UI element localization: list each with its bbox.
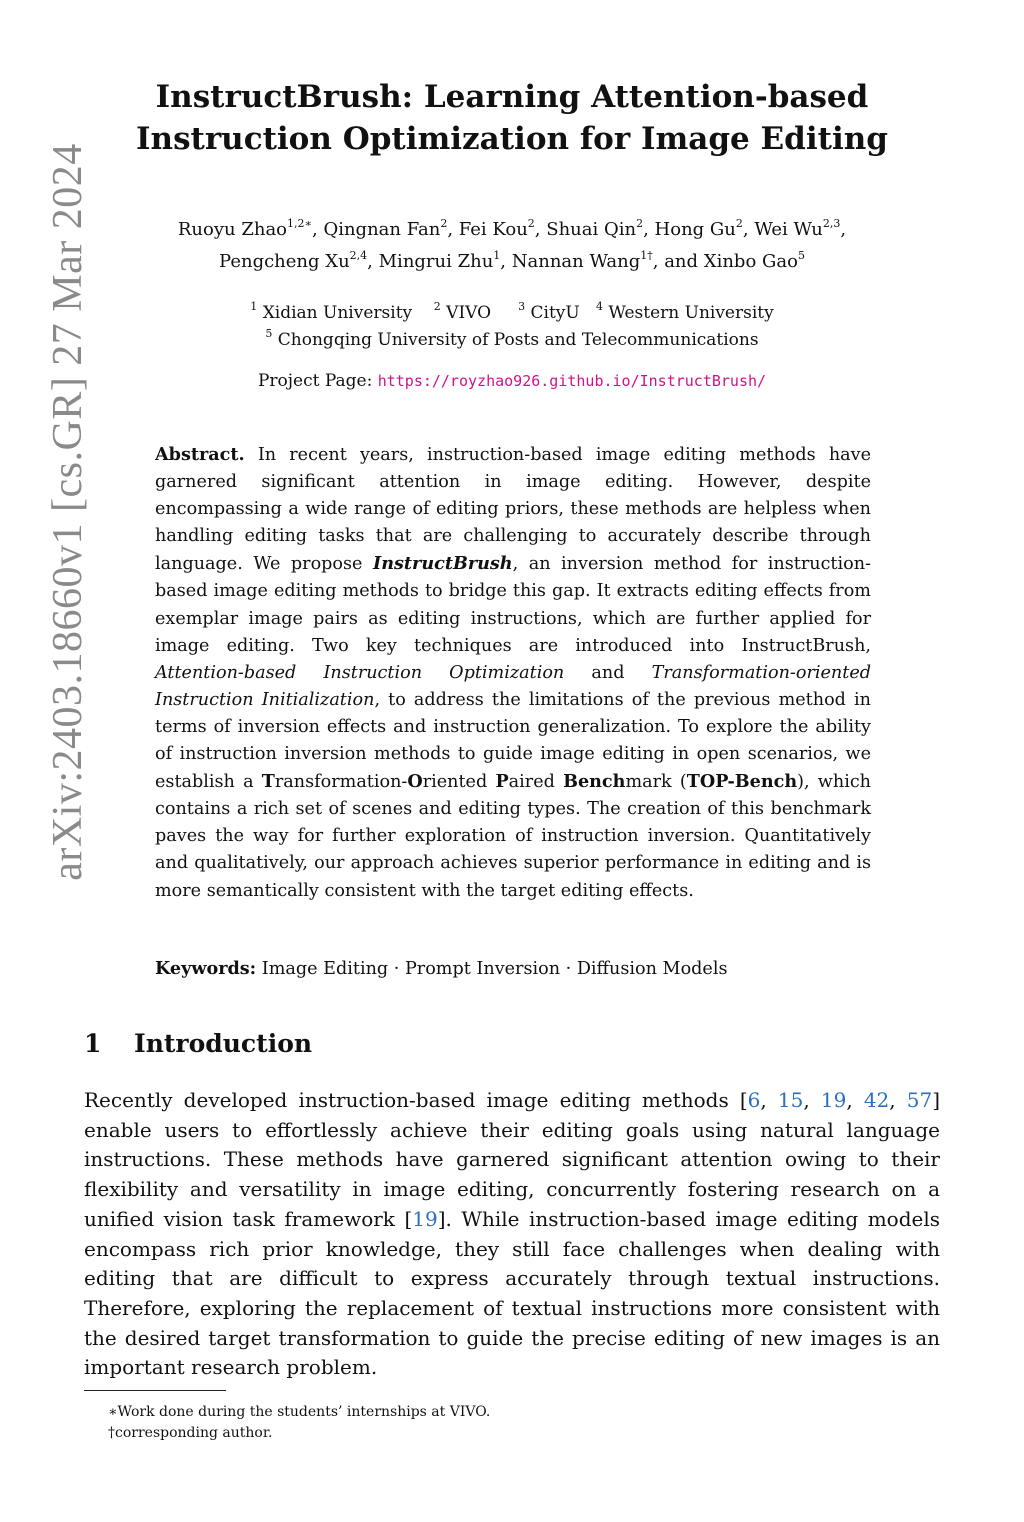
author-name: and Xinbo Gao — [664, 251, 798, 272]
author-affil-marker: 5 — [797, 249, 805, 262]
author-name: Mingrui Zhu — [378, 251, 494, 272]
author-line-2 — [90, 246, 934, 278]
arxiv-identifier: arXiv:2403.18660v1 [cs.GR] 27 Mar 2024 — [45, 143, 91, 881]
project-page-label: Project Page: — [257, 371, 373, 391]
author-name: Pengcheng Xu — [219, 251, 350, 272]
abstract-text: and — [591, 662, 625, 683]
keywords — [155, 955, 871, 983]
affiliation: Western University — [608, 303, 774, 323]
citation-link[interactable]: 19 — [820, 1088, 847, 1112]
author-affil-marker: 2,4 — [349, 249, 368, 262]
project-page-link[interactable]: https://royzhao926.github.io/InstructBrush/ — [377, 372, 767, 390]
author-affil-marker: 2 — [440, 217, 448, 230]
intro-text: ] enable users to effortlessly achieve their editing goals using natural language instructions. These methods have garnered significant attention owing to their flexibility and versatility in image editing, concurrently fostering research on a unified vision task framework [ — [84, 1088, 941, 1231]
footnote-corresponding: †corresponding author. — [108, 1425, 273, 1441]
method-name: InstructBrush — [373, 553, 513, 575]
abstract-text: , to address the limitations of the previous method in terms of inversion effects and instruction generalization. To explore the ability of instruction inversion methods to guide image editing in open scenarios, we establish a — [155, 689, 871, 793]
author-affil-marker: 2 — [636, 217, 644, 230]
affiliation: CityU — [530, 303, 580, 323]
keywords-text: Image Editing · Prompt Inversion · Diffusion Models — [261, 959, 728, 979]
benchmark-paren: ( — [679, 772, 687, 793]
abstract-label: Abstract. — [155, 444, 245, 465]
author-affil-marker: 2,3 — [822, 217, 841, 230]
affiliations — [90, 300, 934, 354]
footnotes — [108, 1402, 490, 1444]
benchmark-paren: ) — [797, 772, 805, 793]
author-separator: , — [312, 219, 324, 240]
introduction-paragraph: Recently developed instruction-based image editing methods [6, 15, 19, 42, 57] enable users to effortlessly achieve their editing goals using natural language instructions. These methods have garnered significant attention owing to their flexibility and versatility in image editing, concurrently fostering research on a unified vision task framework [19]. While instruction-based image editing models encompass rich prior knowledge, they still face challenges when dealing with editing that are difficult to express accurately through textual instructions. Therefore, exploring the replacement of textual instructions more consistent with the desired target transformation to guide the precise editing of new images is an important research problem. — [84, 1088, 941, 1380]
affil-number: 3 — [518, 300, 526, 313]
affiliation: Xidian University — [262, 303, 413, 323]
section-heading — [84, 1024, 312, 1064]
abstract-text: , an inversion method for instruction-based image editing methods to bridge this gap. It extracts editing effects from exemplar image pairs as editing instructions, which are further applied for image editing. Two key techniques are introduced into InstructBrush, — [155, 554, 871, 656]
paper-title — [100, 76, 924, 160]
benchmark-letter: T — [261, 771, 275, 793]
technique-name: Attention-based Instruction Optimization — [155, 662, 565, 683]
keywords-label: Keywords: — [155, 958, 257, 979]
benchmark-abbreviation: TOP-Bench — [686, 771, 798, 793]
author-affil-marker: 1,2∗ — [287, 217, 312, 230]
affiliation: VIVO — [446, 303, 492, 323]
author-affil-marker: 1† — [640, 249, 653, 262]
author-affil-marker: 1 — [493, 249, 501, 262]
affiliation-line-2 — [90, 327, 934, 354]
author-separator: , — [652, 251, 665, 272]
title-line-1: InstructBrush: Learning Attention-based — [155, 79, 869, 115]
footnote-rule — [84, 1390, 226, 1391]
affil-number: 4 — [595, 300, 603, 313]
author-list — [90, 214, 934, 278]
author-name: Shuai Qin — [546, 219, 637, 240]
abstract-text: , which contains a rich set of scenes and editing types. The creation of this benchmark paves the way for further exploration of instruction inversion. Quantitatively and qualitatively, our approach achieves superior performance in editing and is more semantically consistent with the target editing effects. — [155, 772, 872, 901]
author-name: Nannan Wang — [511, 251, 641, 272]
author-separator: , — [742, 219, 755, 240]
author-name: Wei Wu — [754, 219, 823, 240]
citation-link[interactable]: 42 — [863, 1088, 890, 1112]
author-name: Hong Gu — [654, 219, 736, 240]
author-affil-marker: 2 — [527, 217, 535, 230]
affiliation-line-1 — [90, 300, 934, 327]
benchmark-word: riented — [422, 772, 496, 793]
benchmark-letter: P — [495, 771, 509, 793]
affil-number: 1 — [250, 300, 258, 313]
benchmark-letter: O — [407, 771, 423, 793]
technique-name: Transformation-oriented Instruction Initialization — [155, 662, 871, 710]
affil-number: 5 — [265, 327, 273, 340]
author-line-1 — [90, 214, 934, 246]
footnote-internship: ∗Work done during the students’ internships at VIVO. — [108, 1404, 491, 1420]
abstract — [155, 441, 871, 905]
section-title: Introduction — [134, 1029, 313, 1058]
citation-link[interactable]: 6 — [747, 1088, 761, 1112]
citation-link[interactable]: 19 — [412, 1206, 438, 1231]
benchmark-word: aired — [508, 772, 564, 793]
project-page-line — [90, 368, 934, 394]
title-line-2: Instruction Optimization for Image Editing — [136, 121, 888, 157]
intro-text: Recently developed instruction-based image editing methods [ — [84, 1088, 748, 1112]
citation-link[interactable]: 57 — [906, 1088, 933, 1112]
affiliation: Chongqing University of Posts and Telecommunications — [277, 330, 759, 350]
author-affil-marker: 2 — [735, 217, 743, 230]
author-name: Qingnan Fan — [323, 219, 441, 240]
author-separator: , — [840, 219, 847, 240]
author-separator: , — [367, 251, 379, 272]
benchmark-word: mark — [625, 772, 672, 793]
affil-number: 2 — [433, 300, 441, 313]
section-number: 1 — [84, 1029, 102, 1058]
abstract-text: In recent years, instruction-based image editing methods have garnered significant attention in image editing. However, despite encompassing a wide range of editing priors, these methods are helpless when handling editing tasks that are challenging to accurately describe through language. We propose — [155, 445, 871, 575]
author-separator: , — [534, 219, 547, 240]
author-name: Ruoyu Zhao — [177, 219, 288, 240]
author-separator: , — [447, 219, 459, 240]
benchmark-letter: Bench — [563, 771, 626, 793]
citation-link[interactable]: 15 — [777, 1088, 804, 1112]
author-name: Fei Kou — [458, 219, 528, 240]
author-separator: , — [643, 219, 655, 240]
benchmark-word: ransformation- — [274, 772, 408, 793]
author-separator: , — [500, 251, 512, 272]
intro-text: ]. While instruction-based image editing models encompass rich prior knowledge, they still face challenges when dealing with editing that are difficult to express accurately through textual instructions. Therefore, exploring the replacement of textual instructions more consistent with the desired target transformation to guide the precise editing of new images is an important research problem. — [84, 1206, 940, 1380]
